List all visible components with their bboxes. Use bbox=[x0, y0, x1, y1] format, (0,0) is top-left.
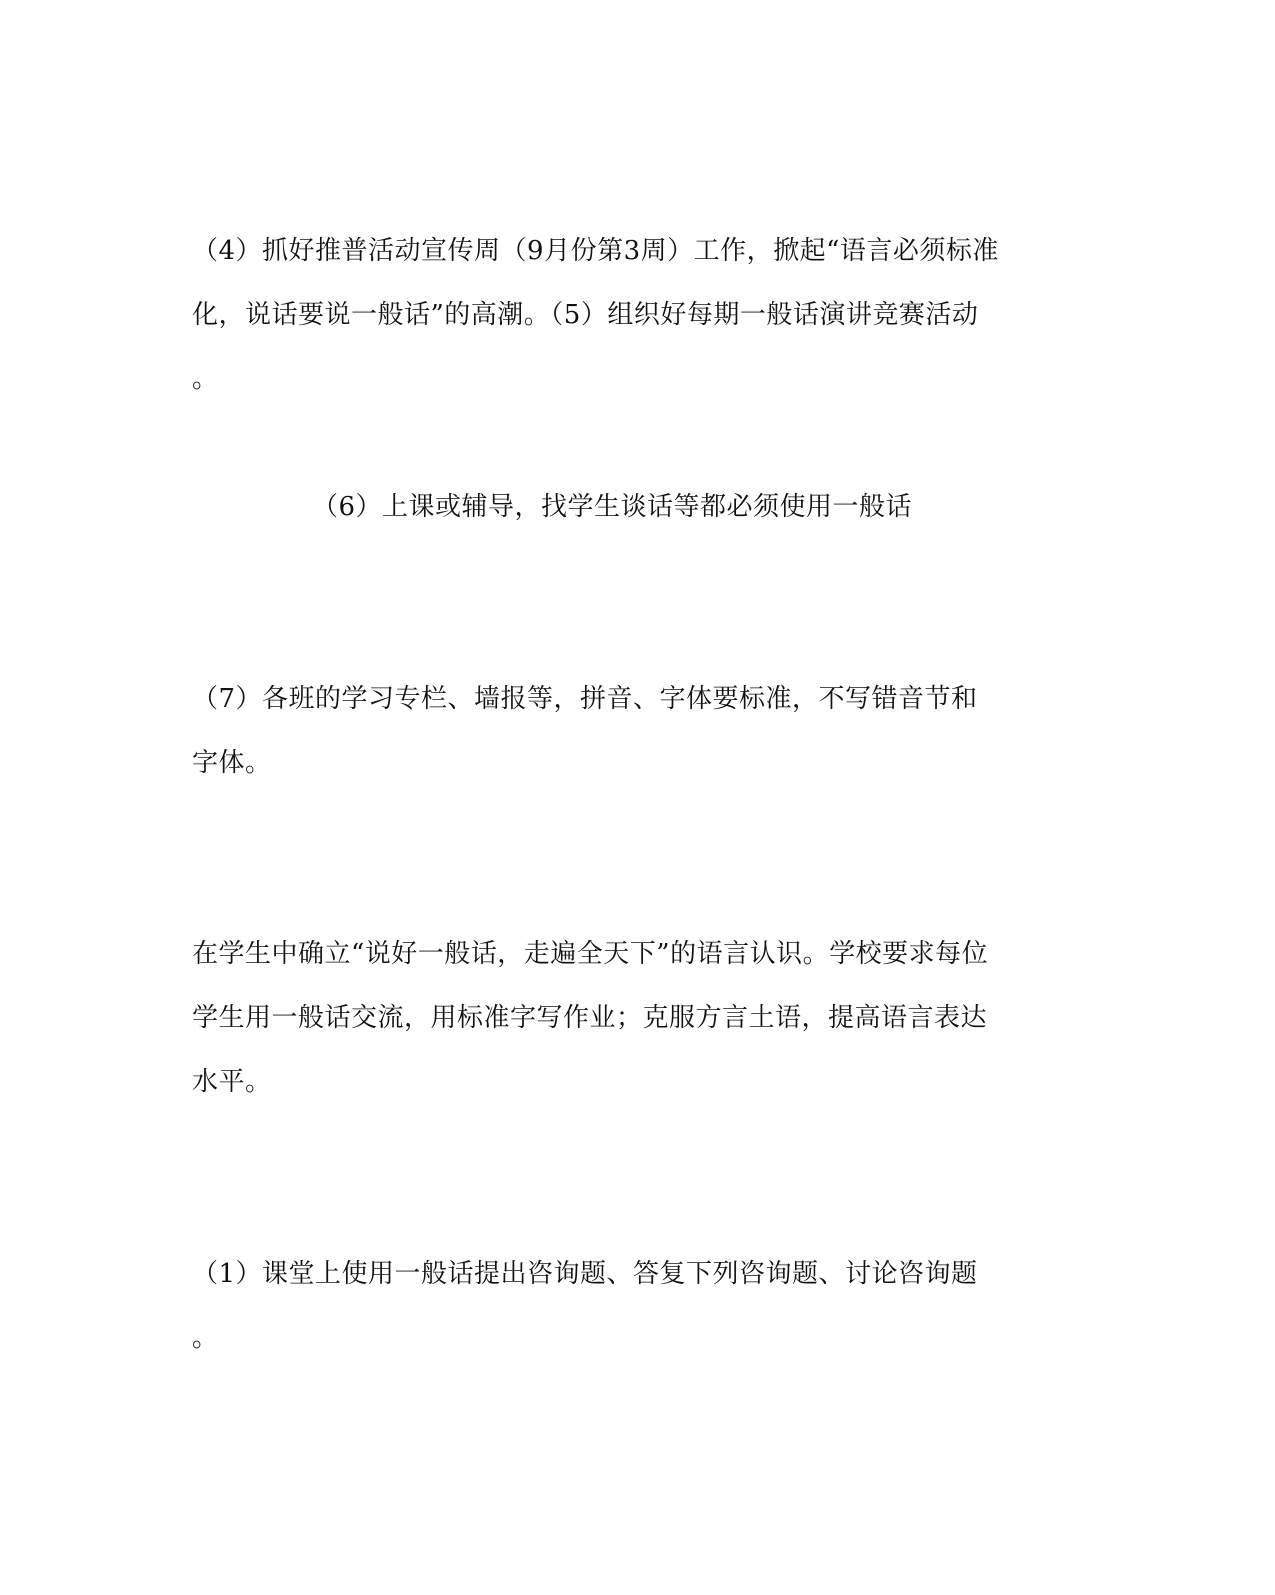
text-line: 水平。 bbox=[192, 1067, 272, 1097]
paragraph-language-awareness bbox=[192, 922, 1062, 1114]
text-line: 。 bbox=[192, 364, 219, 394]
text-line: 在学生中确立“说好一般话，走遍全天下”的语言认识。学校要求每位 bbox=[192, 939, 989, 969]
text-line: （4）抓好推普活动宣传周（9月份第3周）工作，掀起“语言必须标准 bbox=[192, 236, 999, 266]
text-line: 。 bbox=[192, 1323, 219, 1353]
text-line: （1）课堂上使用一般话提出咨询题、答复下列咨询题、讨论咨询题 bbox=[192, 1259, 978, 1289]
paragraph-class-usage bbox=[312, 475, 1012, 539]
text-line: 化，说话要说一般话”的高潮。（5）组织好每期一般话演讲竞赛活动 bbox=[192, 300, 979, 330]
text-line: 学生用一般话交流，用标准字写作业；克服方言土语，提高语言表达 bbox=[192, 1003, 988, 1033]
text-line: （7）各班的学习专栏、墙报等，拼音、字体要标准，不写错音节和 bbox=[192, 684, 978, 714]
paragraph-promotion-week bbox=[192, 219, 1062, 411]
text-line: 字体。 bbox=[192, 748, 272, 778]
paragraph-bulletin-boards bbox=[192, 667, 1062, 795]
text-line: （6）上课或辅导，找学生谈话等都必须使用一般话 bbox=[312, 492, 913, 522]
paragraph-classroom-questions bbox=[192, 1242, 1062, 1370]
